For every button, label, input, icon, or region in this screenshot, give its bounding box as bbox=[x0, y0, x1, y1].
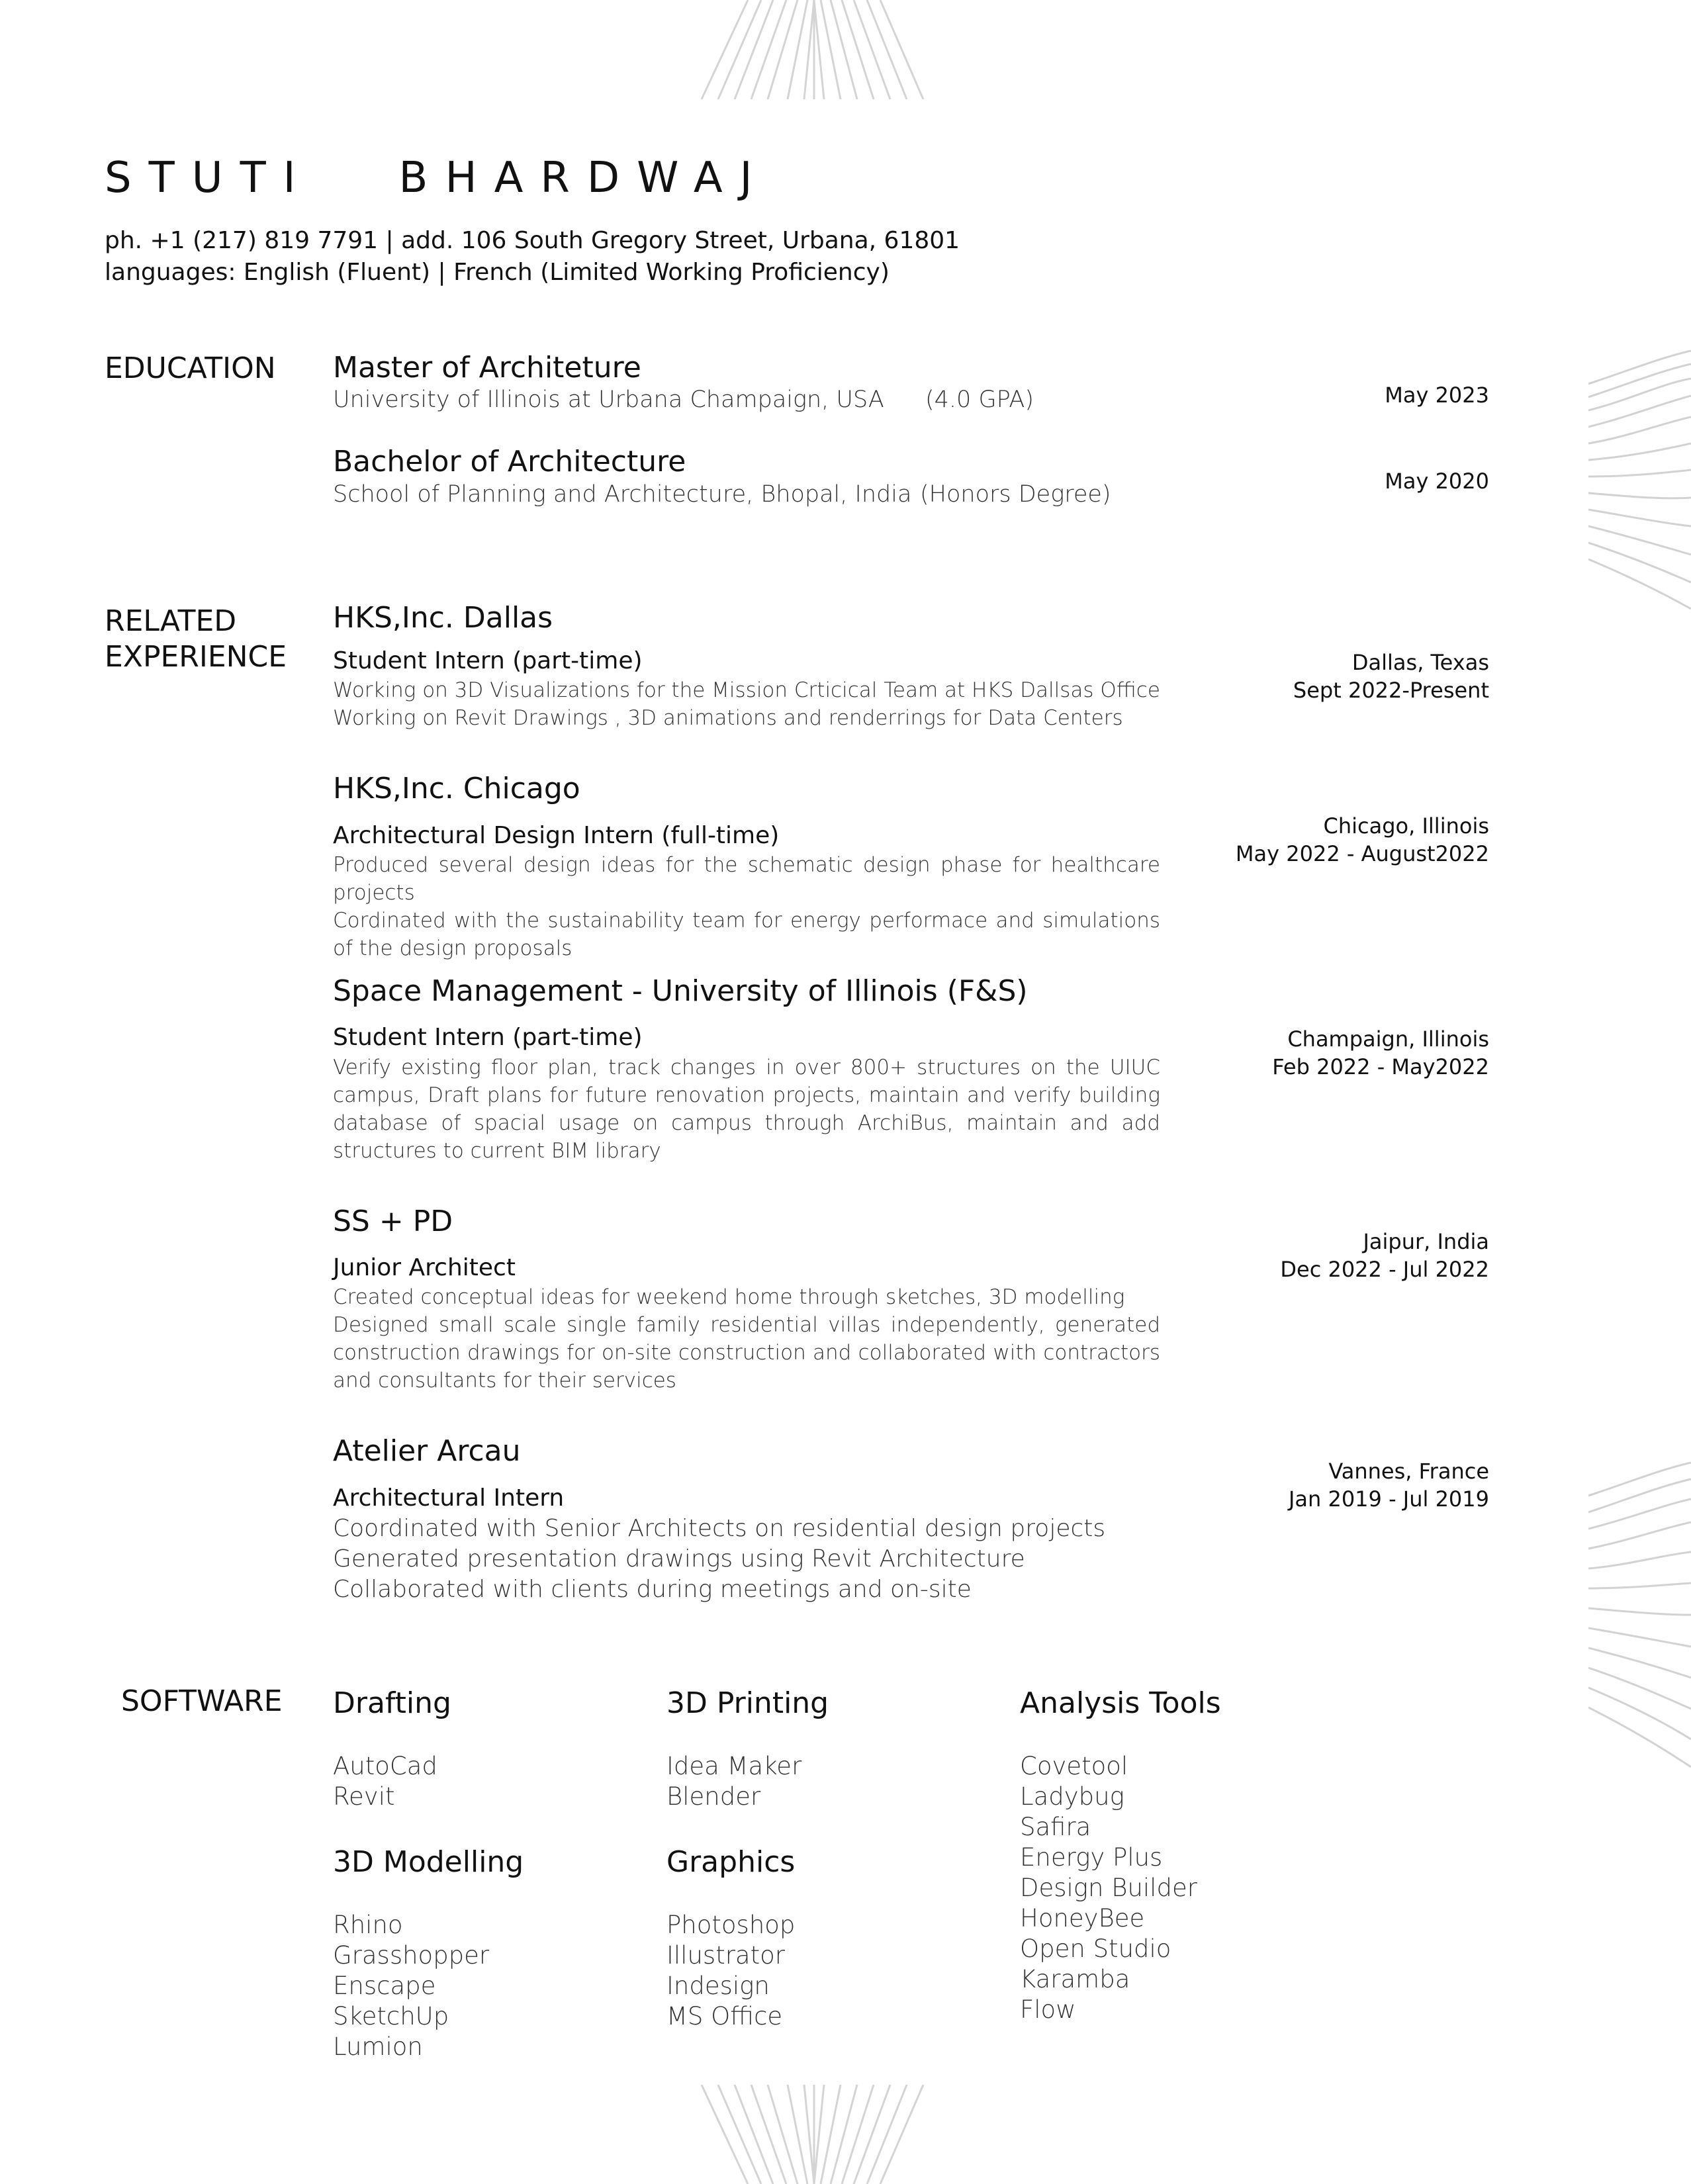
first-name: STUTI bbox=[105, 154, 313, 203]
education-note: (4.0 GPA) bbox=[925, 387, 1034, 413]
job-role: Student Intern (part-time) bbox=[333, 1024, 643, 1051]
degree-title: Master of Architeture bbox=[333, 351, 641, 385]
software-item: Design Builder bbox=[1020, 1874, 1197, 1902]
job-dates: Jan 2019 - Jul 2019 bbox=[1288, 1486, 1489, 1512]
resume-name bbox=[105, 154, 770, 203]
software-item: Blender bbox=[666, 1782, 761, 1811]
software-item: AutoCad bbox=[333, 1752, 437, 1780]
software-item: Rhino bbox=[333, 1911, 403, 1939]
job-company: SS + PD bbox=[333, 1205, 453, 1238]
description-line: Working on Revit Drawings , 3D animations and renderrings for Data Centers bbox=[333, 706, 1123, 730]
last-name: BHARDWAJ bbox=[398, 154, 770, 203]
software-category-drafting: Drafting bbox=[333, 1686, 451, 1720]
education-heading: EDUCATION bbox=[105, 351, 276, 385]
software-item: Illustrator bbox=[666, 1941, 785, 1970]
job-dates: Dec 2022 - Jul 2022 bbox=[1280, 1257, 1489, 1282]
software-item: HoneyBee bbox=[1020, 1904, 1145, 1933]
software-list-analysis-tools bbox=[1020, 1751, 1197, 2025]
software-item: Karamba bbox=[1020, 1965, 1130, 1993]
software-item: Lumion bbox=[333, 2032, 423, 2061]
job-company: Space Management - University of Illinois (F&S) bbox=[333, 974, 1028, 1008]
software-item: Photoshop bbox=[666, 1911, 796, 1939]
job-dates: Feb 2022 - May2022 bbox=[1272, 1054, 1489, 1079]
software-item: Enscape bbox=[333, 1972, 436, 2000]
job-dates: Sept 2022-Present bbox=[1293, 678, 1489, 703]
software-list-graphics bbox=[666, 1910, 795, 2032]
job-dates: May 2022 - August2022 bbox=[1235, 841, 1489, 866]
software-item: Indesign bbox=[666, 1972, 770, 2000]
job-location: Dallas, Texas bbox=[1351, 650, 1489, 675]
job-location: Champaign, Illinois bbox=[1287, 1026, 1489, 1052]
description-line: Created conceptual ideas for weekend home through sketches, 3D modelling bbox=[333, 1285, 1125, 1309]
job-role: Architectural Design Intern (full-time) bbox=[333, 822, 780, 849]
job-meta bbox=[1272, 1025, 1489, 1081]
school-name: University of Illinois at Urbana Champaign, USA bbox=[333, 387, 884, 413]
decorative-lines-right-lower bbox=[1588, 1456, 1691, 1800]
contact-line: ph. +1 (217) 819 7791 | add. 106 South Gregory Street, Urbana, 61801 bbox=[105, 227, 960, 254]
education-date: May 2020 bbox=[1385, 469, 1489, 494]
education-note: (Honors Degree) bbox=[920, 481, 1111, 508]
job-description bbox=[333, 851, 1160, 962]
job-company: HKS,Inc. Chicago bbox=[333, 772, 580, 805]
job-role: Student Intern (part-time) bbox=[333, 647, 643, 674]
experience-heading-line1: RELATED bbox=[105, 604, 237, 638]
job-description bbox=[333, 1054, 1160, 1165]
software-category-graphics: Graphics bbox=[666, 1845, 796, 1879]
job-company: Atelier Arcau bbox=[333, 1434, 521, 1468]
job-role: Junior Architect bbox=[333, 1254, 516, 1281]
job-location: Jaipur, India bbox=[1363, 1229, 1489, 1254]
software-item: SketchUp bbox=[333, 2002, 449, 2030]
job-role: Architectural Intern bbox=[333, 1484, 565, 1512]
decorative-lines-right-upper bbox=[1588, 344, 1691, 622]
description-line: Produced several design ideas for the schematic design phase for healthcare projects bbox=[333, 853, 1160, 905]
job-location: Vannes, France bbox=[1328, 1459, 1489, 1484]
description-line: Verify existing floor plan, track changes in over 800+ structures on the UIUC campus, Draft plans for future renovation projects, maintain and verify building database of spacial usage on campus through ArchiBus, maintain and add structures to current BIM library bbox=[333, 1056, 1160, 1163]
job-description bbox=[333, 1514, 1193, 1605]
description-line: Collaborated with clients during meetings and on-site bbox=[333, 1576, 972, 1603]
contact-info bbox=[105, 225, 960, 289]
description-line: Cordinated with the sustainability team for energy performace and simulations of the design proposals bbox=[333, 909, 1160, 960]
job-description bbox=[333, 676, 1160, 732]
description-line: Generated presentation drawings using Revit Architecture bbox=[333, 1545, 1025, 1572]
software-list-3d-modelling bbox=[333, 1910, 489, 2062]
job-meta bbox=[1293, 649, 1489, 704]
software-category-3d-modelling: 3D Modelling bbox=[333, 1845, 524, 1879]
software-item: Ladybug bbox=[1020, 1782, 1124, 1811]
languages-line: languages: English (Fluent) | French (Limited Working Proficiency) bbox=[105, 259, 890, 286]
software-item: Covetool bbox=[1020, 1752, 1128, 1780]
software-category-3d-printing: 3D Printing bbox=[666, 1686, 829, 1720]
software-item: Idea Maker bbox=[666, 1752, 802, 1780]
software-item: Grasshopper bbox=[333, 1941, 490, 1970]
school-name: School of Planning and Architecture, Bhopal, India bbox=[333, 481, 912, 508]
job-meta bbox=[1236, 812, 1489, 868]
software-list-drafting bbox=[333, 1751, 437, 1812]
job-description bbox=[333, 1283, 1160, 1394]
description-line: Working on 3D Visualizations for the Mission Crticical Team at HKS Dallsas Office bbox=[333, 678, 1160, 702]
software-item: Revit bbox=[333, 1782, 395, 1811]
description-line: Coordinated with Senior Architects on residential design projects bbox=[333, 1515, 1106, 1542]
education-date: May 2023 bbox=[1385, 383, 1489, 408]
software-item: Flow bbox=[1020, 1995, 1076, 2024]
software-item: MS Office bbox=[666, 2002, 783, 2030]
software-category-analysis-tools: Analysis Tools bbox=[1020, 1686, 1221, 1720]
job-location: Chicago, Illinois bbox=[1323, 813, 1489, 839]
job-meta bbox=[1280, 1228, 1489, 1283]
decorative-lines-top bbox=[688, 0, 940, 99]
experience-heading-line2: EXPERIENCE bbox=[105, 640, 287, 674]
description-line: Designed small scale single family residential villas independently, generated construction drawings for on-site construction and collaborated with contractors and consultants for their services bbox=[333, 1313, 1160, 1392]
job-company: HKS,Inc. Dallas bbox=[333, 601, 553, 635]
degree-title: Bachelor of Architecture bbox=[333, 445, 686, 478]
software-item: Energy Plus bbox=[1020, 1843, 1163, 1872]
software-item: Safira bbox=[1020, 1813, 1091, 1841]
experience-heading bbox=[105, 604, 287, 675]
decorative-lines-bottom bbox=[688, 2085, 940, 2184]
software-heading: SOFTWARE bbox=[121, 1684, 283, 1718]
software-list-3d-printing bbox=[666, 1751, 801, 1812]
software-item: Open Studio bbox=[1020, 1934, 1171, 1963]
job-meta bbox=[1289, 1457, 1489, 1513]
